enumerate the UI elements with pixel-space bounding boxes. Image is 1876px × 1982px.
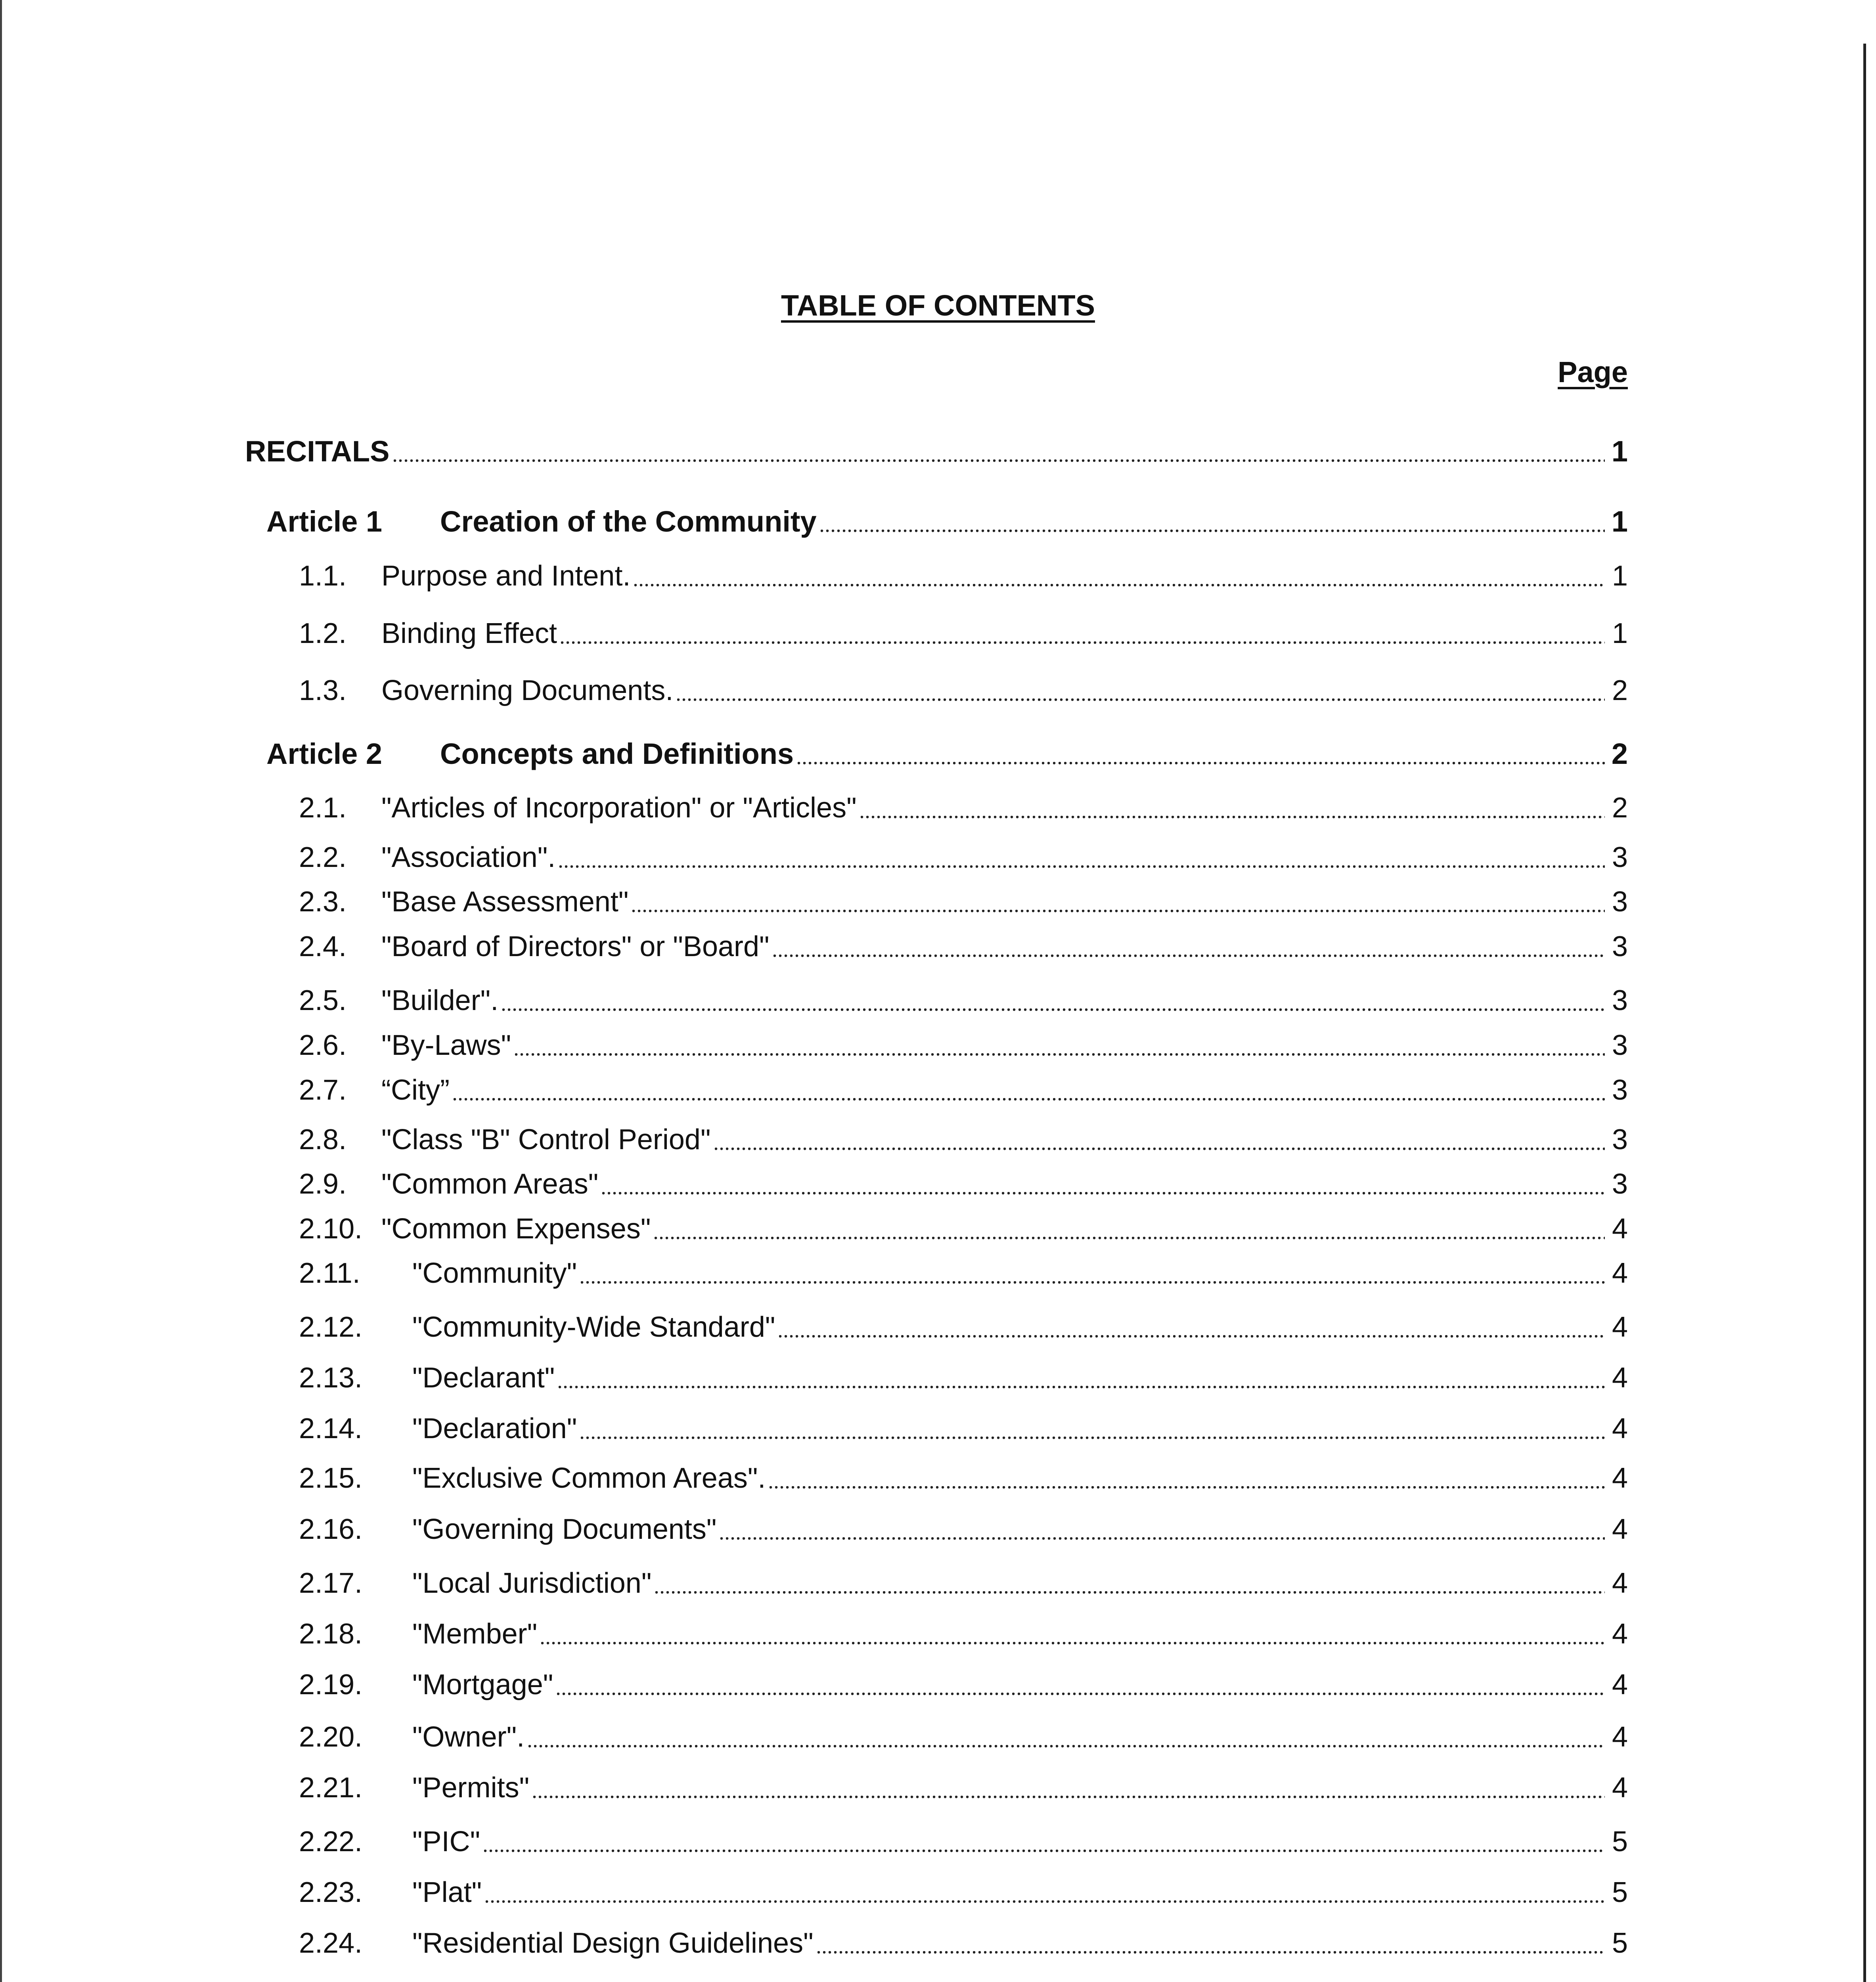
dot-leader [557,1663,1605,1696]
toc-entry-page: 4 [1612,1213,1628,1245]
toc-entry-title: "Board of Directors" or "Board" [381,931,770,962]
toc-entry-page: 3 [1612,842,1628,873]
toc-entry [299,1457,1628,1495]
toc-entry-title: Purpose and Intent. [381,560,631,592]
dot-leader [632,880,1605,913]
toc-entry-page: 3 [1612,1074,1628,1106]
toc-entry [299,1163,1628,1201]
toc-entry [299,612,1628,650]
toc-entry [299,836,1628,874]
toc-entry [299,1407,1628,1445]
dot-leader [861,786,1605,819]
toc-entry [299,1716,1628,1754]
toc-entry [299,1207,1628,1245]
dot-leader [720,1508,1605,1540]
dot-leader [779,1306,1605,1338]
toc-entry-title: "Declarant" [412,1362,555,1394]
toc-entry [299,1978,1628,1982]
dot-leader [655,1207,1605,1240]
toc-entry [299,925,1628,963]
scan-edge-right [1863,44,1866,1982]
dot-leader [715,1118,1605,1151]
toc-entry-page: 4 [1612,1772,1628,1804]
dot-leader [561,612,1605,645]
dot-leader [559,836,1605,869]
toc-entry [299,1613,1628,1651]
dot-leader [486,1871,1605,1904]
toc-entry-page: 4 [1612,1362,1628,1394]
toc-entry-page: 1 [1612,618,1628,649]
toc-entry-page: 4 [1612,1257,1628,1289]
toc-entry-title: "Declaration" [412,1413,577,1444]
toc-entry [299,1766,1628,1804]
toc-entry [299,880,1628,918]
toc-entry-title: "Residential Design Guidelines" [412,1927,814,1959]
toc-entry [299,979,1628,1017]
toc-entry-number: 1.3. [299,675,347,706]
toc-entry-page: 2 [1611,737,1628,770]
toc-entry-number: Article 2 [266,737,383,770]
dot-leader [581,1252,1605,1284]
toc-entry [299,1252,1628,1290]
toc-entry [299,1663,1628,1701]
toc-entry [299,1069,1628,1107]
toc-entry-title: "Plat" [412,1877,482,1908]
toc-entry-number: 2.16. [299,1513,363,1545]
toc-entry-title: "Common Expenses" [381,1213,651,1245]
dot-leader [770,1457,1605,1489]
toc-entry-page: 4 [1612,1721,1628,1753]
toc-entry [299,1024,1628,1062]
toc-entry-page: 3 [1612,931,1628,962]
toc-entry-number: 2.4. [299,931,347,962]
toc-entry-number: Article 1 [266,505,383,538]
toc-entry-page: 4 [1612,1618,1628,1650]
toc-entry-number: 2.2. [299,842,347,873]
toc-entry-title: "Member" [412,1618,538,1650]
toc-entry-page: 1 [1611,505,1628,538]
toc-entry [299,1306,1628,1344]
dot-leader [533,1766,1605,1799]
toc-entry-page: 5 [1612,1877,1628,1908]
toc-entry-page: 4 [1612,1513,1628,1545]
toc-entry-page: 5 [1612,1927,1628,1959]
toc-entry-title: "Base Assessment" [381,886,629,918]
toc-entry-page: 5 [1612,1826,1628,1858]
toc-entry-number: 2.7. [299,1074,347,1106]
toc-entry-title: “City” [381,1074,450,1106]
toc-entry-title: "Governing Documents" [412,1513,717,1545]
toc-entry-page: 3 [1612,985,1628,1016]
toc-entry-title: Binding Effect [381,618,557,649]
toc-entry [245,430,1628,468]
dot-leader [817,1922,1605,1954]
toc-entry-title: "By-Laws" [381,1029,511,1061]
toc-entry-number: 2.3. [299,886,347,918]
dot-leader [541,1613,1605,1645]
toc-entry-page: 3 [1612,1029,1628,1061]
dot-leader [798,733,1605,765]
dot-leader [528,1716,1605,1748]
toc-entry-title: "Owner". [412,1721,525,1753]
page-column-header: Page [1558,356,1628,388]
toc-entry-page: 3 [1612,1124,1628,1156]
toc-entry [299,1871,1628,1909]
toc-entry-title: "Mortgage" [412,1669,553,1701]
toc-entry-number: 2.19. [299,1669,363,1701]
dot-leader [394,430,1605,463]
dot-leader [634,555,1605,587]
toc-entry-number: 1.2. [299,618,347,649]
toc-entry-number: 2.21. [299,1772,363,1804]
toc-entry-title: "Common Areas" [381,1168,599,1200]
toc-entry-number: 2.9. [299,1168,347,1200]
toc-entry-number: 2.20. [299,1721,363,1753]
toc-entry [299,1562,1628,1600]
toc-entry-title: "Community" [412,1257,577,1289]
toc-entry-number: 2.1. [299,792,347,824]
toc-entry [299,1118,1628,1156]
toc-entry-page: 4 [1612,1462,1628,1494]
toc-entry-title: RECITALS [245,435,390,468]
dot-leader [677,669,1605,702]
toc-entry-page: 4 [1612,1311,1628,1343]
toc-entry-page: 2 [1612,675,1628,706]
toc-entry-title: Creation of the Community [440,505,817,538]
toc-entry-title: Concepts and Definitions [440,737,794,770]
toc-entry-title: "Articles of Incorporation" or "Articles" [381,792,857,824]
toc-entry-number: 1.1. [299,560,347,592]
toc-entry-page: 2 [1612,792,1628,824]
dot-leader [821,500,1605,533]
toc-entry [299,1922,1628,1960]
toc-entry-title: "Local Jurisdiction" [412,1567,652,1599]
toc-entry-number: 2.8. [299,1124,347,1156]
toc-entry-page: 4 [1612,1669,1628,1701]
toc-entry-number: 2.23. [299,1877,363,1908]
toc-entry-number: 2.6. [299,1029,347,1061]
toc-entry-title: "Class "B" Control Period" [381,1124,711,1156]
dot-leader [773,925,1605,958]
toc-entry [299,555,1628,593]
toc-entry-title: Governing Documents. [381,675,674,706]
dot-leader [454,1069,1605,1101]
toc-entry-number: 2.22. [299,1826,363,1858]
toc-entry-number: 2.24. [299,1927,363,1959]
toc-entry-title: "Builder". [381,985,499,1016]
toc-entry [299,786,1628,825]
toc-entry-number: 2.10. [299,1213,363,1245]
toc-entry-page: 4 [1612,1567,1628,1599]
dot-leader [515,1024,1605,1056]
toc-entry-title: "Exclusive Common Areas". [412,1462,766,1494]
toc-entry [299,669,1628,707]
dot-leader [484,1820,1605,1853]
dot-leader [602,1163,1605,1195]
dot-leader [559,1356,1605,1389]
toc-entry-title: "Community-Wide Standard" [412,1311,775,1343]
toc-entry-title: "Association". [381,842,556,873]
toc-entry-number: 2.17. [299,1567,363,1599]
dot-leader [581,1407,1605,1440]
toc-entry [299,1356,1628,1395]
toc-entry-title: "PIC" [412,1826,480,1858]
toc-entry-number: 2.13. [299,1362,363,1394]
toc-entry-page: 1 [1612,560,1628,592]
toc-entry [299,1508,1628,1546]
toc-entry-number: 2.15. [299,1462,363,1494]
toc-entry-page: 1 [1611,435,1628,468]
toc-entry-number: 2.18. [299,1618,363,1650]
toc-entry [299,1820,1628,1858]
toc-entry-number: 2.12. [299,1311,363,1343]
dot-leader [724,1978,1605,1982]
toc-entry-number: 2.11. [299,1257,360,1289]
dot-leader [502,979,1605,1012]
toc-entry [266,733,1628,771]
toc-entry-page: 4 [1612,1413,1628,1444]
toc-entry-page: 3 [1612,886,1628,918]
toc-entry-page: 3 [1612,1168,1628,1200]
toc-entry-number: 2.14. [299,1413,363,1444]
toc-entry [266,500,1628,538]
dot-leader [655,1562,1605,1594]
toc-title: TABLE OF CONTENTS [781,289,1095,322]
toc-entry-title: "Permits" [412,1772,530,1804]
toc-entry-number: 2.5. [299,985,347,1016]
